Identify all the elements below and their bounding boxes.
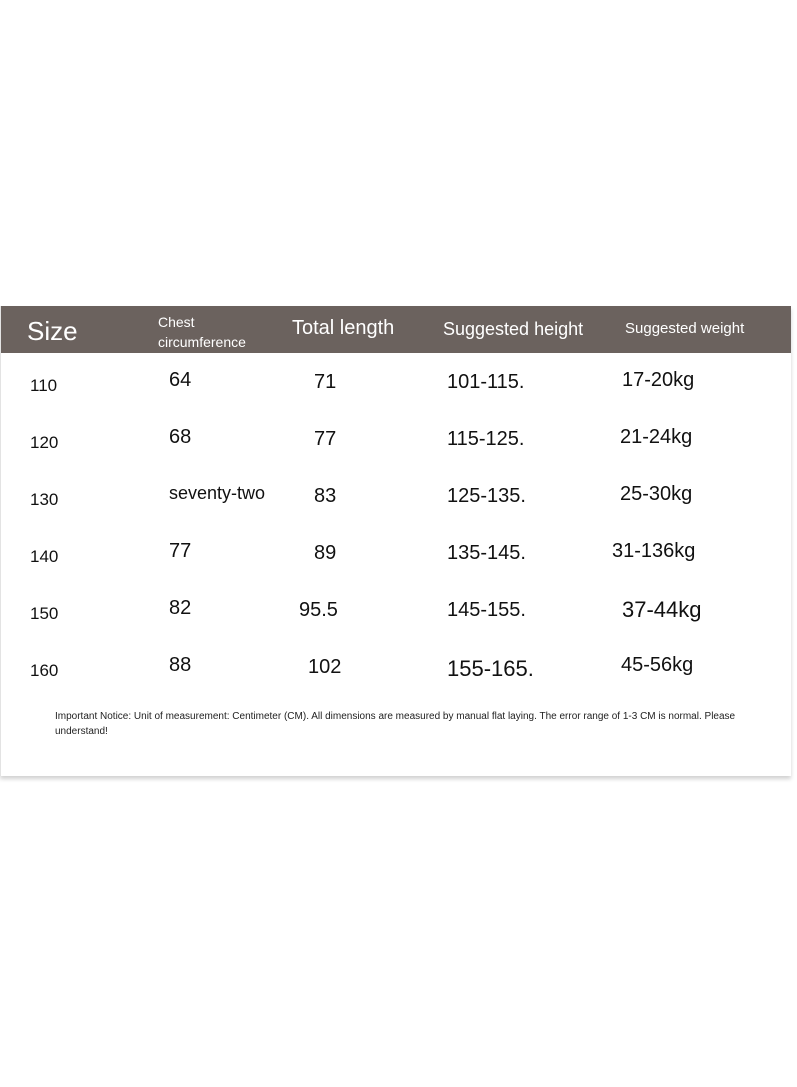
cell-size: 120 [30,433,59,452]
cell-weight: 45-56kg [621,654,694,676]
cell-chest: 68 [169,426,192,448]
cell-size: 160 [30,661,59,680]
header-chest-circumference: Chest circumference [158,314,246,350]
table-row [1,524,791,581]
cell-size: 140 [30,547,59,566]
cell-size: 150 [30,604,59,623]
cell-chest: seventy-two [169,483,266,503]
cell-chest: 77 [169,540,192,562]
cell-height: 145-155. [447,599,526,621]
cell-weight: 17-20kg [622,369,695,391]
header-suggested-weight: Suggested weight [625,320,745,337]
cell-height: 115-125. [447,428,525,450]
table-row [1,467,791,524]
cell-chest: 88 [169,654,192,676]
cell-weight: 37-44kg [622,597,702,622]
header-total-length: Total length [292,317,395,339]
cell-length: 89 [314,542,337,564]
measurement-notice: Important Notice: Unit of measurement: Centimeter (CM). All dimensions are measured by manual flat laying. The error range of 1-3 CM is normal. Please understand! [55,711,736,737]
cell-weight: 25-30kg [620,483,693,505]
cell-height: 155-165. [447,656,534,681]
header-suggested-height: Suggested height [443,319,584,339]
size-chart-card [0,306,791,776]
cell-weight: 31-136kg [612,540,696,562]
cell-height: 101-115. [447,371,525,393]
table-row [1,638,791,695]
cell-length: 95.5 [299,599,338,621]
cell-length: 102 [308,656,342,678]
cell-height: 125-135. [447,485,526,507]
cell-chest: 82 [169,597,192,619]
cell-size: 110 [30,376,58,395]
table-row [1,353,791,410]
cell-chest: 64 [169,369,192,391]
cell-length: 83 [314,485,337,507]
table-header [1,306,791,353]
cell-length: 71 [314,371,337,393]
table-row [1,410,791,467]
table-row [1,581,791,638]
cell-height: 135-145. [447,542,526,564]
cell-weight: 21-24kg [620,426,693,448]
header-size: Size [27,316,78,346]
cell-size: 130 [30,490,59,509]
cell-length: 77 [314,428,337,450]
